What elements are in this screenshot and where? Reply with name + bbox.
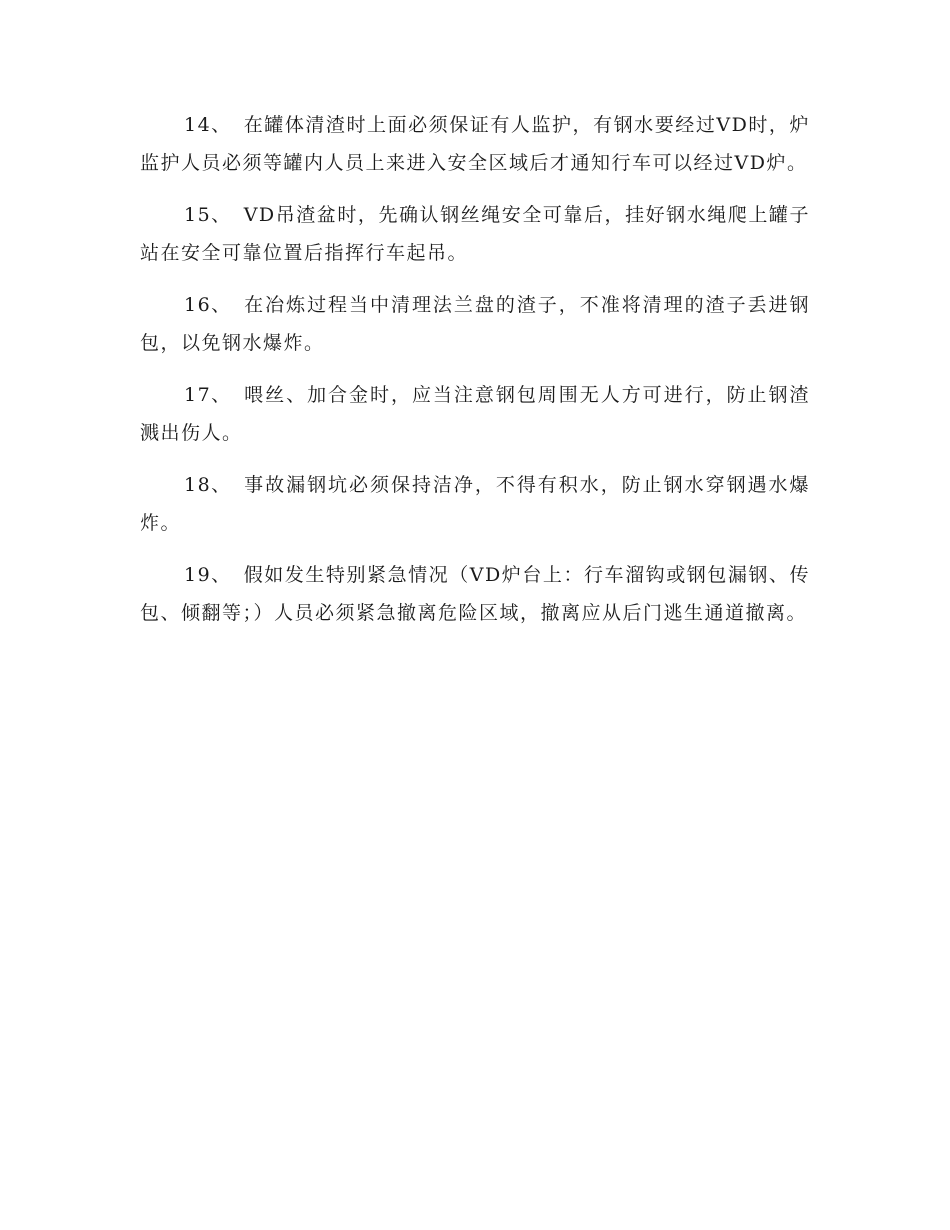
item-text: 在冶炼过程当中清理法兰盘的渣子，不准将清理的渣子丢进钢包，以免钢水爆炸。	[140, 294, 810, 354]
item-number: 19、	[184, 564, 232, 586]
list-item	[140, 286, 810, 362]
list-item	[140, 196, 810, 272]
item-text: 喂丝、加合金时，应当注意钢包周围无人方可进行，防止钢渣溅出伤人。	[140, 384, 810, 444]
list-item	[140, 376, 810, 452]
list-item	[140, 106, 810, 182]
item-number: 14、	[184, 114, 232, 136]
item-number: 17、	[184, 384, 232, 406]
item-number: 18、	[184, 474, 232, 496]
item-text: 事故漏钢坑必须保持洁净，不得有积水，防止钢水穿钢遇水爆炸。	[140, 474, 810, 534]
list-item	[140, 466, 810, 542]
list-item	[140, 556, 810, 632]
item-text: 假如发生特别紧急情况（VD炉台上：行车溜钩或钢包漏钢、传包、倾翻等；）人员必须紧急撤离危险区域，撤离应从后门逃生通道撤离。	[140, 564, 810, 624]
item-text: 在罐体清渣时上面必须保证有人监护，有钢水要经过VD时，炉监护人员必须等罐内人员上来进入安全区域后才通知行车可以经过VD炉。	[140, 114, 810, 174]
item-number: 15、	[184, 204, 232, 226]
item-number: 16、	[184, 294, 232, 316]
item-text: VD吊渣盆时，先确认钢丝绳安全可靠后，挂好钢水绳爬上罐子站在安全可靠位置后指挥行车起吊。	[140, 204, 810, 264]
document-body	[140, 106, 810, 646]
